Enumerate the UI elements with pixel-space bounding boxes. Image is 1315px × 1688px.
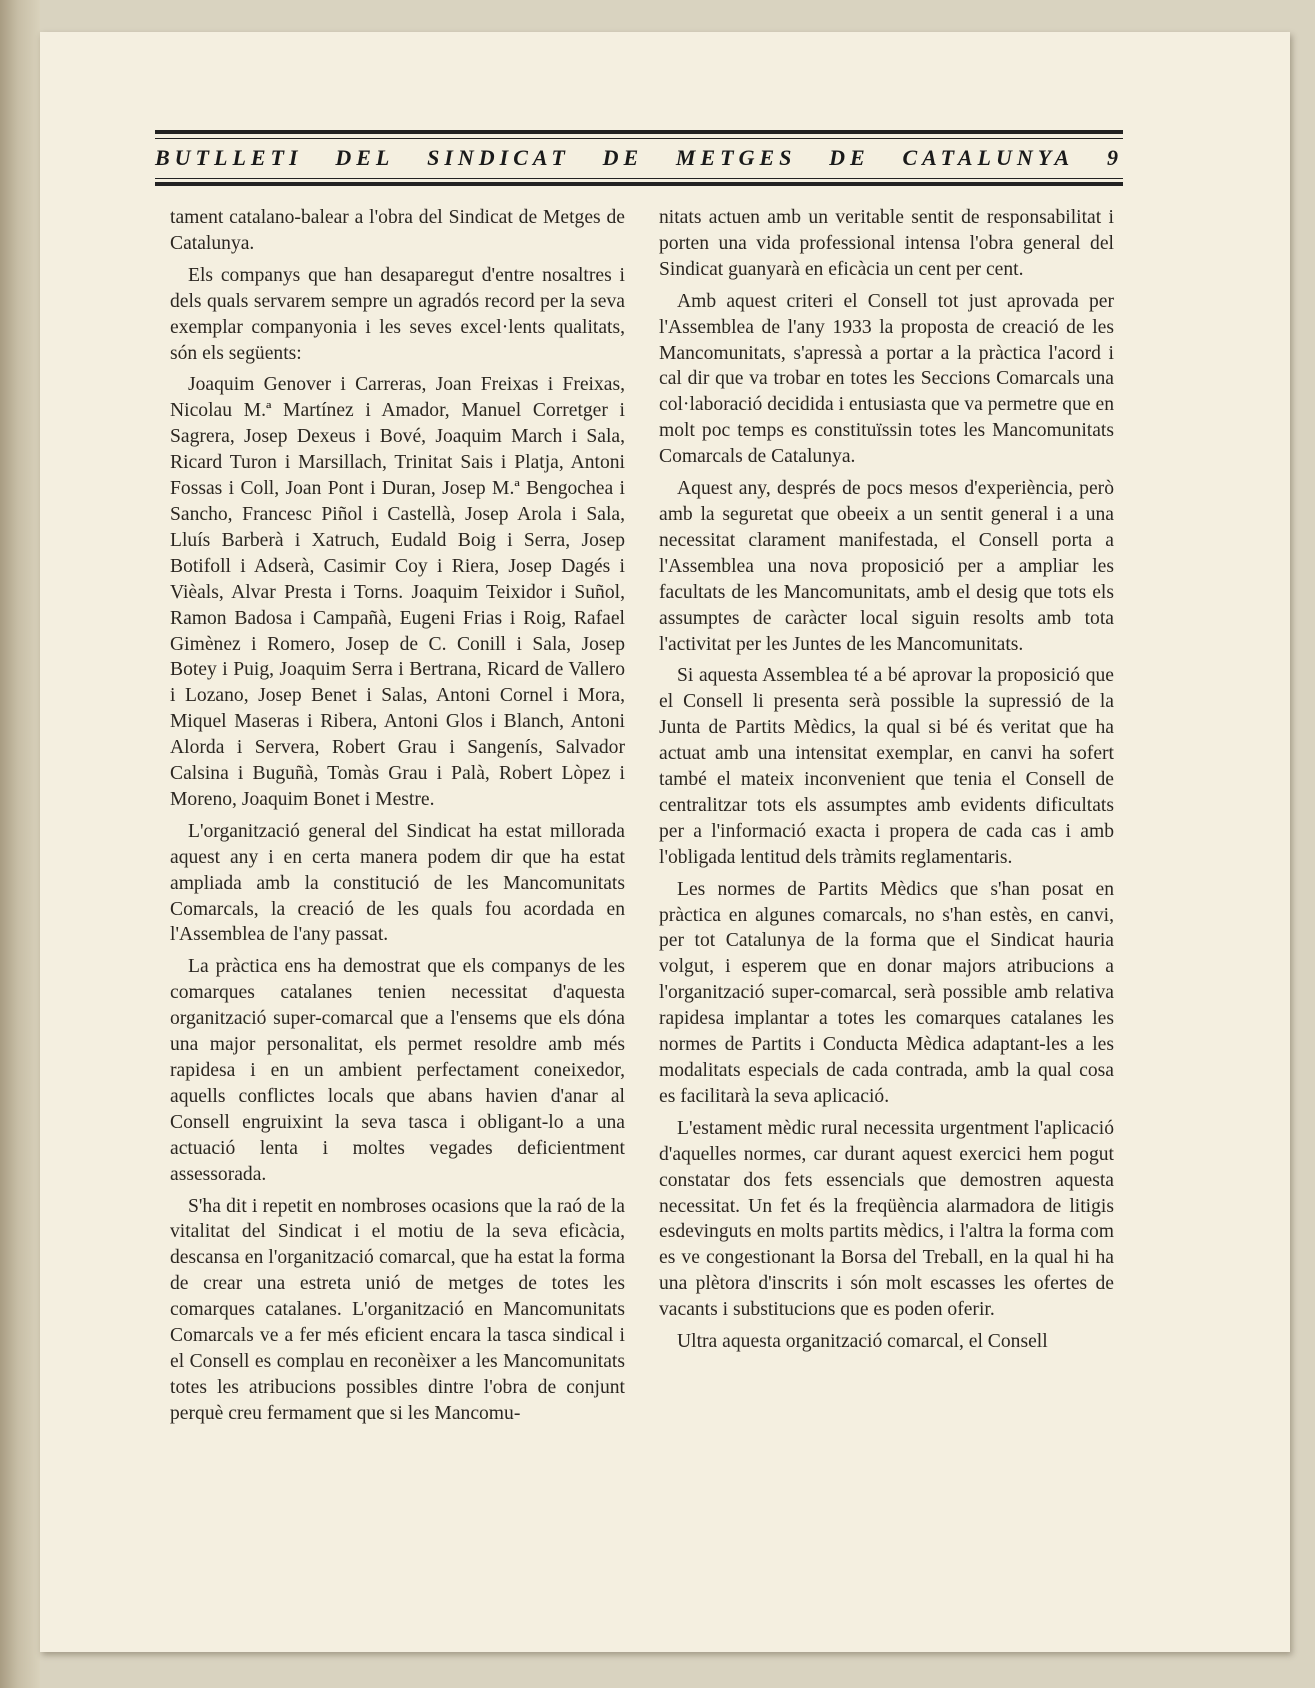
header-word: CATALUNYA [902,145,1075,170]
paragraph: nitats actuen amb un veritable sentit de responsabilitat i porten una vida professional intensa l'obra general del Sindicat guanyarà en eficàcia un cent per cent. [659,207,1114,280]
header-rule-thick-bottom [155,182,1123,186]
paragraph: Amb aquest criteri el Consell tot just aprovada per l'Assemblea de l'any 1933 la proposta de creació de les Mancomunitats, s'apressà a portar a la pràctica l'acord i cal dir que va trobar en totes les Seccions Comarcals una col·laboració decidida i entusiasta que va permetre que en molt poc temps es constituïssin totes les Mancomunitats Comarcals de Catalunya. [659,290,1114,468]
paragraph: Ultra aquesta organització comarcal, el Consell [677,1331,1048,1353]
header-word: DE [602,145,644,170]
paragraph: L'organització general del Sindicat ha estat millorada aquest any i en certa manera podem dir que ha estat ampliada amb la constitució de les Mancomunitats Comarcals, la creació de les quals fou acordada en l'Assemblea de l'any passat. [170,820,625,946]
header-word: METGES [675,145,797,170]
header-word: DE [829,145,870,170]
left-column [170,205,625,1433]
book-spine-shadow [0,0,40,1688]
paragraph: L'estament mèdic rural necessita urgentment l'aplicació d'aquelles normes, car durant aquest exercici hem pogut constatar dos fets essencials que demostren aquesta necessitat. Un fet és la freqüència alarmadora de litigis esdevinguts en molts partits mèdics, i l'altra la forma com es ve congestionant la Borsa del Treball, en la qual hi ha una plètora d'inscrits i són molt escasses les ofertes de vacants i substitucions que es poden oferir. [659,1117,1114,1321]
header-rule-thin-top [155,138,1123,139]
header-title [155,143,1123,173]
header-word: BUTLLETI [155,145,303,170]
header-rule-thin-bottom [155,178,1123,179]
header-word: DEL [335,145,395,170]
page-number: 9 [1106,145,1123,170]
paragraph: Les normes de Partits Mèdics que s'han posat en pràctica en algunes comarcals, no s'han estès, en canvi, per tot Catalunya de la forma que el Sindicat hauria volgut, i esperem que en donar majors atribucions a l'organització super-comarcal, serà possible amb relativa rapidesa implantar a totes les comarques catalanes les normes de Partits i Conducta Mèdica adaptant-les a les modalitats especials de cada contrada, amb la qual cosa es facilitarà la seva aplicació. [659,878,1114,1107]
header-rule-thick-top [155,130,1123,134]
paragraph: S'ha dit i repetit en nombroses ocasions que la raó de la vitalitat del Sindicat i el motiu de la seva eficàcia, descansa en l'organització comarcal, que ha estat la forma de crear una estreta unió de metges de totes les comarques catalanes. L'organització en Mancomunitats Comarcals ve a fer més eficient encara la tasca sindical i el Consell es complau en reconèixer a les Mancomunitats totes les atribucions possibles dintre l'obra de conjunt perquè creu fermament que si les Mancomu- [170,1195,625,1424]
header-word: SINDICAT [427,145,570,170]
running-header [155,122,1123,202]
paragraph: Els companys que han desaparegut d'entre nosaltres i dels quals servarem sempre un agradós record per la seva exemplar companyonia i les seves excel·lents qualitats, són els següents: [170,264,625,364]
paragraph: Aquest any, després de pocs mesos d'experiència, però amb la seguretat que obeeix a un sentit general i a una necessitat clarament manifestada, el Consell porta a l'Assemblea una nova proposició per a ampliar les facultats de les Mancomunitats, amb el desig que tots els assumptes de caràcter local siguin resolts amb tota l'activitat per les Juntes de les Mancomunitats. [659,478,1114,655]
paragraph: La pràctica ens ha demostrat que els companys de les comarques catalanes tenien necessitat d'aquesta organització super-comarcal que a l'ensems que els dóna una major personalitat, els permet resoldre amb més rapidesa i en un ambient perfectament coneixedor, aquells conflictes locals que abans havien d'anar al Consell engruixint la seva tasca i obligant-lo a una actuació lenta i moltes vegades deficientment assessorada. [170,956,625,1185]
right-column [659,205,1114,1361]
paragraph: Joaquim Genover i Carreras, Joan Freixas i Freixas, Nicolau M.ª Martínez i Amador, Manuel Corretger i Sagrera, Josep Dexeus i Bové, Joaquim March i Sala, Ricard Turon i Marsillach, Trinitat Sais i Platja, Antoni Fossas i Coll, Joan Pont i Duran, Josep M.ª Bengochea i Sancho, Francesc Piñol i Castellà, Josep Arola i Sala, Lluís Barberà i Xatruch, Eudald Boig i Serra, Josep Botifoll i Adserà, Casimir Coy i Riera, Josep Dagés i Vièals, Alvar Presta i Torns. Joaquim Teixidor i Suñol, Ramon Badosa i Campañà, Eugeni Frias i Roig, Rafael Gimènez i Romero, Josep de C. Conill i Sala, Josep Botey i Puig, Joaquim Serra i Bertrana, Ricard de Vallero i Lozano, Josep Benet i Salas, Antoni Cornel i Mora, Miquel Maseras i Ribera, Antoni Glos i Blanch, Antoni Alorda i Servera, Robert Grau i Sangenís, Salvador Calsina i Buguñà, Tomàs Grau i Palà, Robert Lòpez i Moreno, Joaquim Bonet i Mestre. [170,374,625,810]
paragraph: Si aquesta Assemblea té a bé aprovar la proposició que el Consell li presenta serà possible la supressió de la Junta de Partits Mèdics, la qual si bé és veritat que ha actuat amb una intensitat exemplar, en canvi ha sofert també el mateix inconvenient que tenia el Consell de centralitzar tots els assumptes amb evidents dificultats per a l'informació exacta i propera de cada cas i amb l'obligada lentitud dels tràmits reglamentaris. [659,665,1114,868]
body-text [170,205,1116,1515]
paragraph: tament catalano-balear a l'obra del Sindicat de Metges de Catalunya. [170,207,625,254]
